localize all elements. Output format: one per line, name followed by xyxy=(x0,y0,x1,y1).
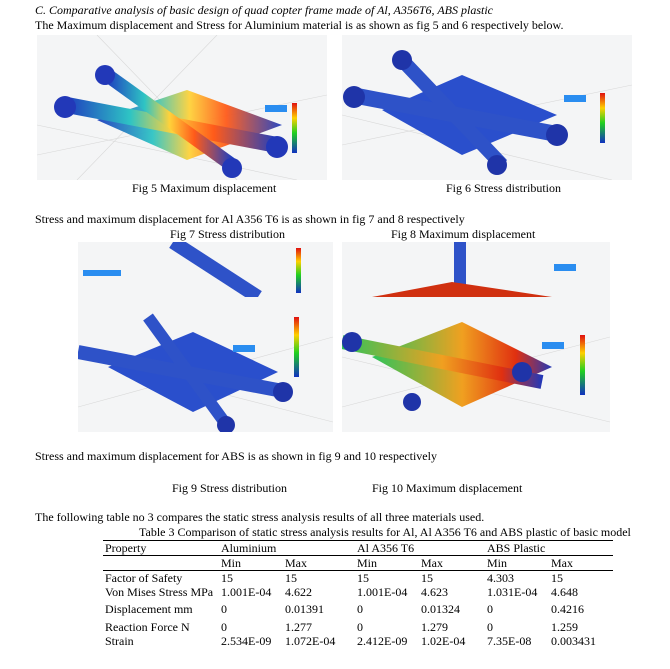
fig8-caption: Fig 8 Maximum displacement xyxy=(391,227,536,241)
paragraph-aluminium: The Maximum displacement and Stress for Aluminium material is as shown as fig 5 and 6 respectively below. xyxy=(35,18,564,32)
table3 xyxy=(103,540,613,648)
table-cell: 1.072E-04 xyxy=(285,634,336,648)
table-cell: Reaction Force N xyxy=(105,620,190,634)
table-header-row xyxy=(103,541,613,556)
fig8-image xyxy=(342,297,610,432)
paragraph-a356: Stress and maximum displacement for Al A356 T6 is as shown in fig 7 and 8 respectively xyxy=(35,212,465,226)
table-row xyxy=(103,585,613,599)
table-subheader: Max xyxy=(419,556,485,571)
table-cell: 0 xyxy=(221,620,227,634)
fig9-image-top xyxy=(78,242,333,297)
table-cell: 1.031E-04 xyxy=(487,585,538,599)
table-cell: 0 xyxy=(221,602,227,616)
table-cell: 1.277 xyxy=(285,620,312,634)
table-cell: 0.01324 xyxy=(421,602,460,616)
table-cell: 0 xyxy=(357,602,363,616)
fig7-image xyxy=(78,297,333,432)
table-row xyxy=(103,571,613,586)
table-cell: 1.279 xyxy=(421,620,448,634)
table-header-abs: ABS Plastic xyxy=(485,541,613,556)
fig6-image xyxy=(342,35,632,180)
table-row xyxy=(103,616,613,634)
table-cell: 0.003431 xyxy=(551,634,596,648)
table-subheader xyxy=(103,556,219,571)
table-cell: 2.412E-09 xyxy=(357,634,408,648)
fig7-caption: Fig 7 Stress distribution xyxy=(170,227,286,241)
table-cell: 1.001E-04 xyxy=(357,585,408,599)
table-cell: 0 xyxy=(487,602,493,616)
table-cell: 15 xyxy=(357,571,369,585)
table-header-property: Property xyxy=(103,541,219,556)
fig10-caption: Fig 10 Maximum displacement xyxy=(372,481,523,495)
fig6-caption: Fig 6 Stress distribution xyxy=(446,181,562,195)
table-cell: 15 xyxy=(421,571,433,585)
table-subheader: Min xyxy=(355,556,419,571)
table-row xyxy=(103,634,613,648)
table-cell: Von Mises Stress MPa xyxy=(105,585,214,599)
table-header-aluminium: Aluminium xyxy=(219,541,355,556)
table-cell: Strain xyxy=(105,634,134,648)
table-cell: 15 xyxy=(285,571,297,585)
table-cell: 4.648 xyxy=(551,585,578,599)
table-cell: 2.534E-09 xyxy=(221,634,272,648)
table-cell: 1.001E-04 xyxy=(221,585,272,599)
table-cell: 0 xyxy=(487,620,493,634)
paragraph-abs: Stress and maximum displacement for ABS is as shown in fig 9 and 10 respectively xyxy=(35,449,437,463)
table-subheader: Min xyxy=(219,556,283,571)
table-cell: 1.02E-04 xyxy=(421,634,466,648)
section-heading: C. Comparative analysis of basic design of quad copter frame made of Al, A356T6, ABS plastic xyxy=(35,3,493,17)
table-cell: 15 xyxy=(551,571,563,585)
table-header-a356: Al A356 T6 xyxy=(355,541,485,556)
table-subheader: Max xyxy=(549,556,613,571)
table-cell: 15 xyxy=(221,571,233,585)
table-cell: 0.01391 xyxy=(285,602,324,616)
table-row xyxy=(103,599,613,616)
fig5-image xyxy=(37,35,327,180)
table-cell: 4.303 xyxy=(487,571,514,585)
paragraph-table-intro: The following table no 3 compares the static stress analysis results of all three materials used. xyxy=(35,510,485,524)
table-cell: 4.622 xyxy=(285,585,312,599)
fig10-image-top xyxy=(342,242,610,297)
table-cell: 4.623 xyxy=(421,585,448,599)
table-cell: Displacement mm xyxy=(105,602,193,616)
table-cell: Factor of Safety xyxy=(105,571,183,585)
table-cell: 0 xyxy=(357,620,363,634)
table-cell: 0.4216 xyxy=(551,602,584,616)
fig9-caption: Fig 9 Stress distribution xyxy=(172,481,288,495)
table-subheader: Min xyxy=(485,556,549,571)
table3-caption: Table 3 Comparison of static stress analysis results for Al, Al A356 T6 and ABS plastic of basic model xyxy=(139,525,631,539)
table-cell: 7.35E-08 xyxy=(487,634,532,648)
table-subheader: Max xyxy=(283,556,355,571)
table-cell: 1.259 xyxy=(551,620,578,634)
fig5-caption: Fig 5 Maximum displacement xyxy=(132,181,277,195)
table-subheader-row xyxy=(103,556,613,571)
